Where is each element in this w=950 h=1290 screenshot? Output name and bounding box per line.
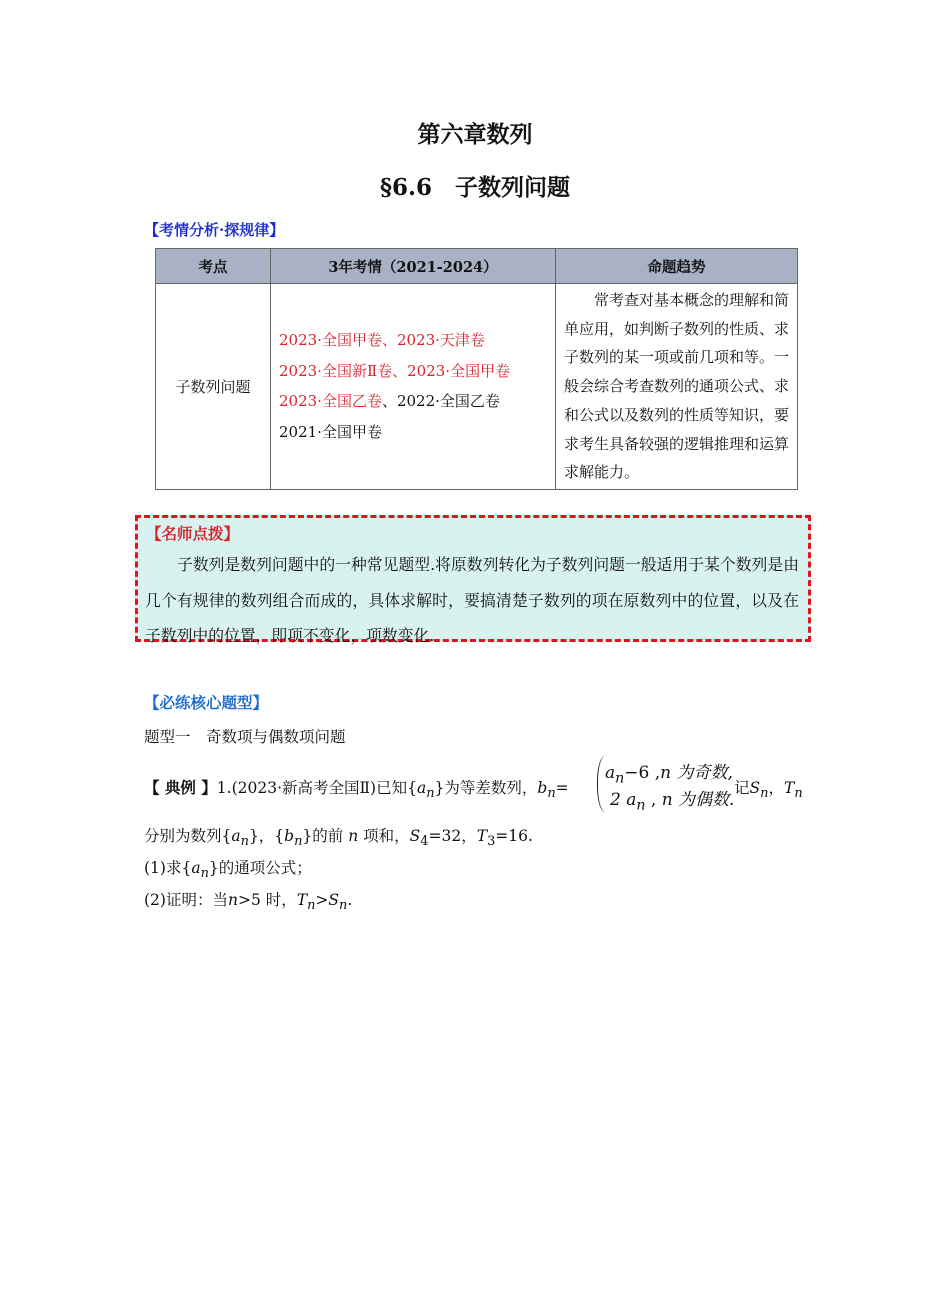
core-practice-tag: 【必练核心题型】 [144, 693, 269, 712]
q1-post: }的通项公式； [208, 859, 312, 877]
exam-line-red: 2023·全国新Ⅱ卷、2023·全国甲卷 [279, 361, 511, 380]
question-2: (2)证明：当n>5 时，$T_n>S_n$. [144, 891, 353, 914]
q2-pre: (2)证明：当 [144, 891, 228, 909]
chapter-title: 第六章数列 [417, 121, 533, 148]
exam-line-black: 、2022·全国乙卷 [381, 392, 500, 411]
example-line-1-tail: 记$S_n$，$T_n$ [734, 779, 803, 802]
teacher-tip-body: 子数列是数列问题中的一种常见题型.将原数列转化为子数列问题一般适用于某个数列是由几个有规律的数列组合而成的，具体求解时，要搞清楚子数列的项在原数列中的位置，以及在子数列中的位置，即项不变化，项数变化. [145, 555, 799, 645]
example-line-2: 分别为数列$\{a_n\}$，$\{b_n\}$的前 n 项和，$S_4=32$，$T_3=16$. [144, 827, 533, 850]
topic-cell: 子数列问题 [156, 284, 271, 490]
q2-end: . [347, 891, 353, 909]
line2-c: }的前 [302, 827, 344, 845]
case1-rest: −6 , [624, 763, 661, 783]
exam-line [279, 356, 554, 387]
column-header-trend: 命题趋势 [556, 249, 798, 284]
t3-value: =16. [495, 827, 533, 845]
exam-years-cell [271, 284, 556, 490]
exam-line-black: 2021·全国甲卷 [279, 422, 382, 441]
exam-line-red: 2023·全国甲卷、2023·天津卷 [279, 331, 485, 350]
exam-line [279, 325, 554, 356]
trend-cell [556, 284, 798, 490]
piecewise-case-1: $a_n-6$ ,n 为奇数, [605, 763, 733, 787]
q2-mid: >5 时， [237, 891, 297, 909]
case1-expr: a [605, 763, 616, 783]
table-row [156, 284, 798, 490]
exam-line [279, 417, 554, 448]
case2-cond: n 为偶数. [661, 790, 735, 810]
line2-b: }，{ [248, 827, 285, 845]
teacher-tip-title: 【名师点拨】 [146, 524, 240, 543]
teacher-tip-box [135, 515, 811, 645]
exam-line [279, 386, 554, 417]
after-cases-text: 记 [734, 779, 750, 797]
example-mid: }为等差数列， [434, 779, 538, 797]
exam-analysis-tag: 【考情分析·探规律】 [144, 221, 285, 239]
trend-text: 常考查对基本概念的理解和简单应用，如判断子数列的性质、求子数列的某一项或前几项和等。一般会综合考查数列的通项公式、求和公式以及数列的性质等知识，要求考生具备较强的逻辑推理和运算求解能力。 [564, 291, 790, 482]
column-header-exams: 3年考情（2021-2024） [271, 249, 556, 284]
exam-analysis-table [155, 248, 798, 490]
example-line-1: 【 典例 】1.(2023·新高考全国Ⅱ)已知$\{a_n\}$为等差数列，$b_n=$ [144, 778, 569, 802]
question-1: (1)求$\{a_n\}$的通项公式； [144, 859, 312, 882]
s4-value: =32， [428, 827, 477, 845]
example-label: 【 典例 】 [144, 778, 217, 797]
column-header-topic: 考点 [156, 249, 271, 284]
line2-a: 分别为数列{ [144, 827, 232, 845]
section-title: §6.6 子数列问题 [379, 174, 571, 201]
piecewise-case-2: 2 $a_n$ , n 为偶数. [610, 790, 735, 814]
example-intro: 1.(2023·新高考全国Ⅱ)已知{ [216, 779, 417, 797]
line2-d: 项和， [363, 827, 410, 845]
q1-pre: (1)求{ [144, 859, 192, 877]
problem-type-heading: 题型一 奇数项与偶数项问题 [144, 728, 346, 746]
table-header-row [156, 249, 798, 284]
case2-expr: 2 a [610, 790, 637, 810]
exam-line-red: 2023·全国乙卷 [279, 392, 382, 411]
case1-cond: n 为奇数, [660, 763, 733, 783]
